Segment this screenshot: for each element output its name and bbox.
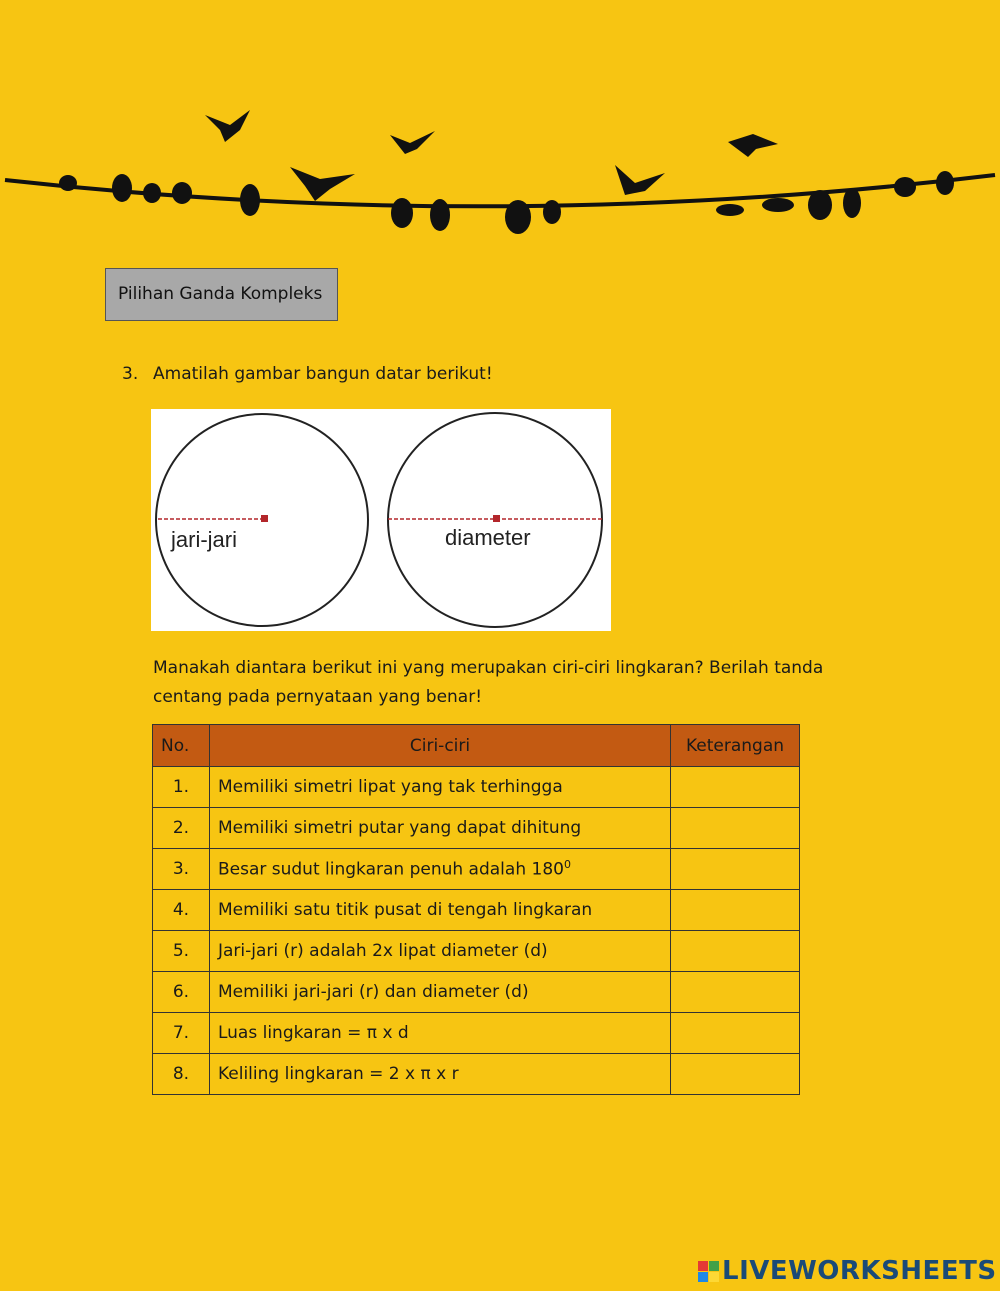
row-statement: Keliling lingkaran = 2 x π x r (209, 1054, 670, 1095)
row-number: 5. (153, 931, 210, 972)
row-statement: Memiliki simetri lipat yang tak terhingga (209, 767, 670, 808)
perched-birds (59, 171, 954, 234)
row-number: 7. (153, 1013, 210, 1054)
right-center-point (493, 515, 500, 522)
left-center-point (261, 515, 268, 522)
table-row (153, 1054, 800, 1095)
table-row (153, 767, 800, 808)
instruction-text: Manakah diantara berikut ini yang merupakan ciri-ciri lingkaran? Berilah tanda centang pada pernyataan yang benar! (153, 658, 824, 707)
row-statement: Memiliki jari-jari (r) dan diameter (d) (209, 972, 670, 1013)
liveworksheets-footer (698, 1256, 997, 1286)
row-statement: Memiliki satu titik pusat di tengah lingkaran (209, 890, 670, 931)
left-circle-label: jari-jari (171, 527, 237, 552)
table-row (153, 1013, 800, 1054)
row-number: 2. (153, 808, 210, 849)
answer-cell[interactable] (671, 1054, 800, 1095)
header-keterangan: Keterangan (671, 725, 800, 767)
row-number: 3. (153, 849, 210, 890)
flying-birds (205, 110, 778, 201)
logo-square-yellow (709, 1272, 719, 1282)
logo-square-red (698, 1261, 708, 1271)
row-statement: Memiliki simetri putar yang dapat dihitung (209, 808, 670, 849)
table-row (153, 890, 800, 931)
answer-cell[interactable] (671, 1013, 800, 1054)
right-circle-label: diameter (445, 525, 531, 550)
question-number: 3. (122, 364, 139, 384)
table-row (153, 808, 800, 849)
degree-superscript: 0 (563, 858, 571, 872)
logo-square-green (709, 1261, 719, 1271)
row-statement (209, 849, 670, 890)
answer-cell[interactable] (671, 808, 800, 849)
row-number: 1. (153, 767, 210, 808)
header-ciri: Ciri-ciri (209, 725, 670, 767)
logo-square-blue (698, 1272, 708, 1282)
question-prompt: Amatilah gambar bangun datar berikut! (153, 364, 493, 384)
table-row (153, 931, 800, 972)
row-statement: Luas lingkaran = π x d (209, 1013, 670, 1054)
row-number: 8. (153, 1054, 210, 1095)
table-header-row (153, 725, 800, 767)
answer-cell[interactable] (671, 890, 800, 931)
section-label: Pilihan Ganda Kompleks (105, 268, 338, 321)
answer-cell[interactable] (671, 972, 800, 1013)
row-statement: Jari-jari (r) adalah 2x lipat diameter (d) (209, 931, 670, 972)
table-row (153, 972, 800, 1013)
answer-cell[interactable] (671, 849, 800, 890)
circle-figure (151, 409, 611, 631)
row-statement-text: Besar sudut lingkaran penuh adalah 180 (217, 859, 564, 880)
answer-cell[interactable] (671, 767, 800, 808)
header-no: No. (153, 725, 210, 767)
brand-name: LIVEWORKSHEETS (722, 1256, 997, 1286)
table-row (153, 849, 800, 890)
row-number: 4. (153, 890, 210, 931)
birds-on-wire-illustration (0, 95, 1000, 265)
liveworksheets-logo-icon (698, 1261, 719, 1282)
row-number: 6. (153, 972, 210, 1013)
characteristics-table (152, 724, 800, 1095)
answer-cell[interactable] (671, 931, 800, 972)
